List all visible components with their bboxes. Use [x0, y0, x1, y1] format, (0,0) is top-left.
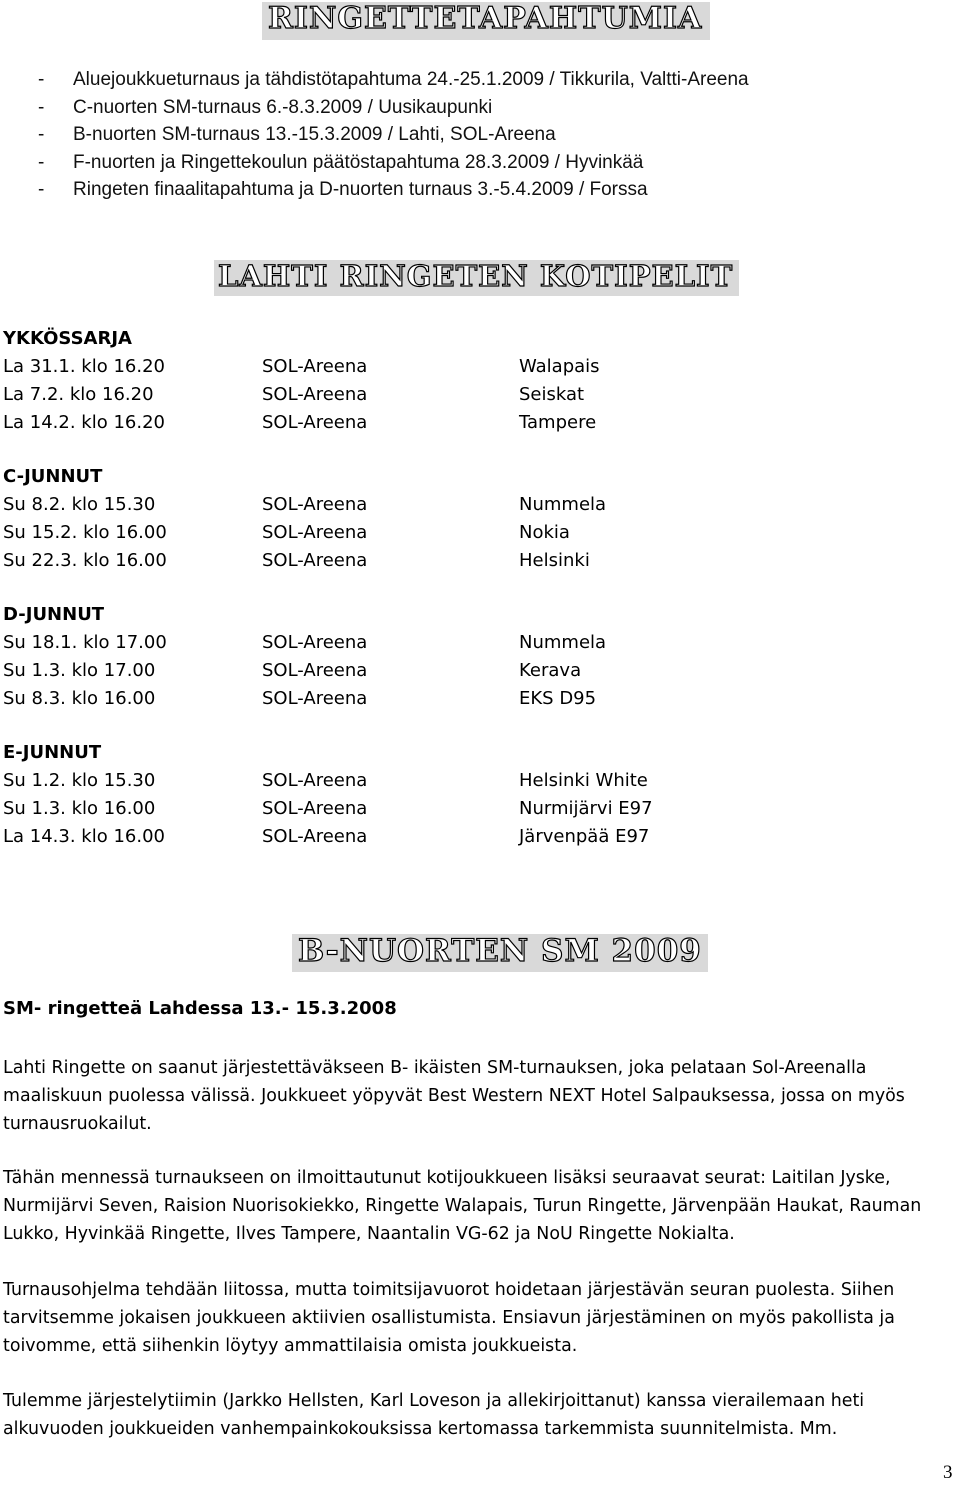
table-row — [3, 491, 903, 519]
page-number: 3 — [943, 1462, 953, 1483]
event-list — [38, 66, 938, 204]
list-item — [38, 176, 938, 204]
sm-heading: SM- ringetteä Lahdessa 13.- 15.3.2008 — [3, 998, 397, 1019]
table-row — [3, 795, 903, 823]
game-date: Su 8.3. klo 16.00 — [3, 688, 156, 709]
table-row — [3, 519, 903, 547]
main-title-banner: RINGETTETAPAHTUMIA — [262, 2, 710, 40]
list-dash: - — [38, 179, 45, 201]
list-dash: - — [38, 69, 45, 90]
table-row — [3, 767, 903, 795]
list-item — [38, 149, 938, 177]
game-venue: SOL-Areena — [262, 688, 368, 709]
list-dash: - — [38, 96, 45, 118]
game-opponent: Helsinki — [519, 550, 590, 571]
list-dash: - — [38, 151, 45, 173]
event-text: C-nuorten SM-turnaus 6.-8.3.2009 / Uusikaupunki — [73, 96, 493, 118]
paragraph: Tähän mennessä turnaukseen on ilmoittautunut kotijoukkueen lisäksi seuraavat seurat: Laitilan Jyske, Nurmijärvi Seven, Raision Nuorisokiekko, Ringette Walapais, Turun Ringette, Järvenpään Haukat, Rauman Lukko, Hyvinkää Ringette, Ilves Tampere, Naantalin VG-62 ja NoU Ringette Nokialta. — [3, 1168, 922, 1244]
table-row — [3, 353, 903, 381]
list-item — [38, 66, 938, 94]
paragraph: Tulemme järjestelytiimin (Jarkko Hellsten, Karl Loveson ja allekirjoittanut) kanssa vierailemaan heti alkuvuoden joukkueiden vanhempainkokouksissa kertomassa tarkemmista suunnitelmista. Mm. — [3, 1391, 865, 1439]
game-date: La 7.2. klo 16.20 — [3, 384, 154, 405]
game-opponent: Walapais — [519, 356, 600, 377]
list-item — [38, 121, 938, 149]
game-date: Su 18.1. klo 17.00 — [3, 632, 167, 653]
game-venue: SOL-Areena — [262, 798, 368, 819]
game-opponent: Järvenpää E97 — [519, 826, 650, 847]
game-date: La 14.2. klo 16.20 — [3, 412, 165, 433]
game-opponent: Tampere — [519, 412, 597, 433]
section-heading: YKKÖSSARJA — [3, 328, 132, 349]
game-date: Su 1.3. klo 16.00 — [3, 798, 156, 819]
table-row — [3, 823, 903, 851]
event-text: F-nuorten ja Ringettekoulun päätöstapahtuma 28.3.2009 / Hyvinkää — [73, 151, 644, 173]
paragraph: Turnausohjelma tehdään liitossa, mutta toimitsijavuorot hoidetaan järjestävän seuran puolesta. Siihen tarvitsemme jokaisen joukkueen aktiivien osallistumista. Ensiavun järjestäminen on myös pakollista ja toivomme, että siihenkin löytyy ammattilaisia omista joukkueista. — [3, 1280, 895, 1356]
section-heading: C-JUNNUT — [3, 466, 103, 487]
game-venue: SOL-Areena — [262, 826, 368, 847]
game-opponent: EKS D95 — [519, 688, 597, 709]
section-heading: D-JUNNUT — [3, 604, 105, 625]
game-date: Su 8.2. klo 15.30 — [3, 494, 156, 515]
schedule-section-d-junnut — [3, 601, 903, 713]
table-row — [3, 629, 903, 657]
game-opponent: Kerava — [519, 660, 582, 681]
game-venue: SOL-Areena — [262, 632, 368, 653]
b-nuorten-title-banner: B-NUORTEN SM 2009 — [292, 934, 708, 972]
section-heading: E-JUNNUT — [3, 742, 102, 763]
game-venue: SOL-Areena — [262, 660, 368, 681]
game-venue: SOL-Areena — [262, 356, 368, 377]
table-row — [3, 381, 903, 409]
game-opponent: Nummela — [519, 632, 607, 653]
game-opponent: Nummela — [519, 494, 607, 515]
game-venue: SOL-Areena — [262, 770, 368, 791]
game-venue: SOL-Areena — [262, 384, 368, 405]
home-games-title-banner: LAHTI RINGETEN KOTIPELIT — [214, 260, 739, 296]
game-venue: SOL-Areena — [262, 494, 368, 515]
list-dash: - — [38, 124, 45, 146]
game-venue: SOL-Areena — [262, 550, 368, 571]
game-opponent: Helsinki White — [519, 770, 648, 791]
game-date: Su 1.3. klo 17.00 — [3, 660, 156, 681]
game-opponent: Seiskat — [519, 384, 585, 405]
schedule-section-e-junnut — [3, 739, 903, 851]
event-text: B-nuorten SM-turnaus 13.-15.3.2009 / Lahti, SOL-Areena — [73, 124, 556, 146]
game-date: Su 15.2. klo 16.00 — [3, 522, 167, 543]
game-opponent: Nurmijärvi E97 — [519, 798, 653, 819]
table-row — [3, 657, 903, 685]
paragraph: Lahti Ringette on saanut järjestettäväkseen B- ikäisten SM-turnauksen, joka pelataan Sol-Areenalla maaliskuun puolessa välissä. Joukkueet yöpyvät Best Western NEXT Hotel Salpauksessa, jossa on myös turnausruokailut. — [3, 1058, 905, 1134]
game-date: Su 1.2. klo 15.30 — [3, 770, 156, 791]
game-venue: SOL-Areena — [262, 522, 368, 543]
game-date: La 31.1. klo 16.20 — [3, 356, 165, 377]
table-row — [3, 685, 903, 713]
game-date: La 14.3. klo 16.00 — [3, 826, 165, 847]
list-item — [38, 94, 938, 122]
game-opponent: Nokia — [519, 522, 570, 543]
game-venue: SOL-Areena — [262, 412, 368, 433]
game-date: Su 22.3. klo 16.00 — [3, 550, 167, 571]
table-row — [3, 409, 903, 437]
event-text: Aluejoukkueturnaus ja tähdistötapahtuma 24.-25.1.2009 / Tikkurila, Valtti-Areena — [73, 69, 749, 90]
event-text: Ringeten finaalitapahtuma ja D-nuorten turnaus 3.-5.4.2009 / Forssa — [73, 179, 648, 201]
schedule-section-c-junnut — [3, 463, 903, 575]
table-row — [3, 547, 903, 575]
schedule-section-ykkossarja — [3, 325, 903, 437]
